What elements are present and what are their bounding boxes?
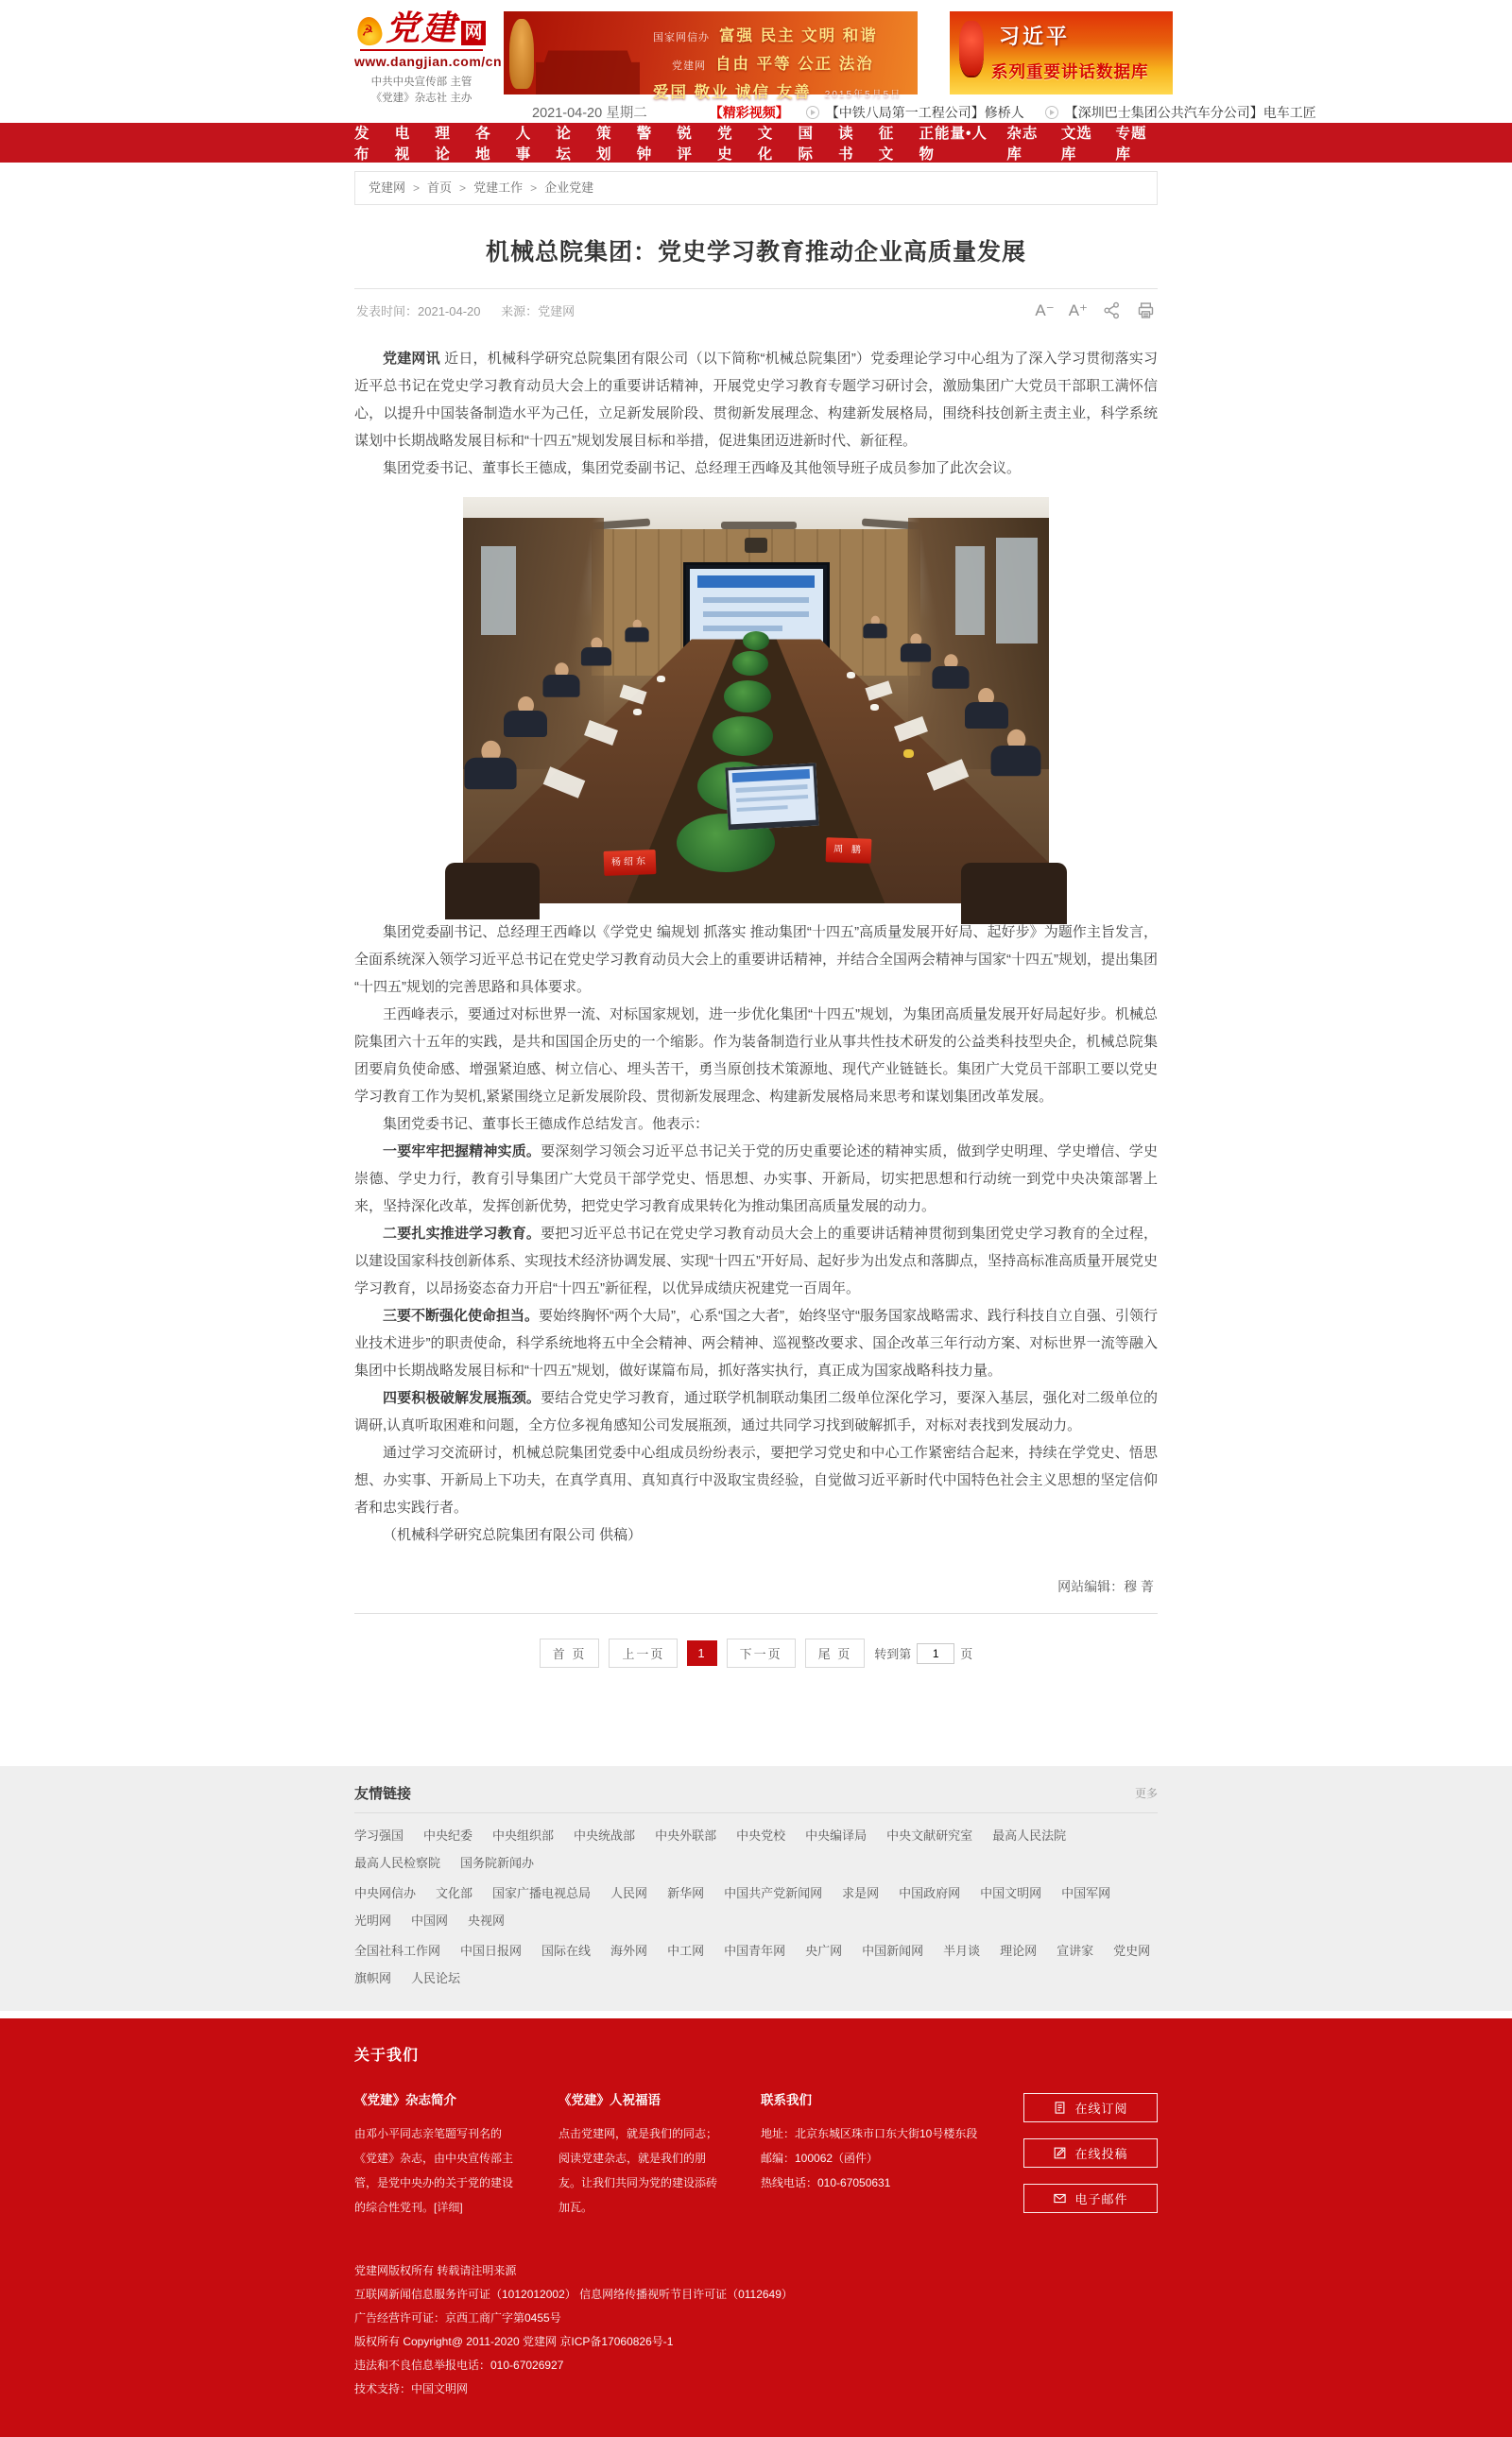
email-button[interactable]: 电子邮件 xyxy=(1023,2184,1158,2213)
copyright-line: 技术支持：中国文明网 xyxy=(354,2382,469,2395)
breadcrumb-link[interactable]: 党建网 xyxy=(369,180,406,195)
article-paragraph: 王西峰表示，要通过对标世界一流、对标国家规划，进一步优化集团“十四五”规划，为集团高质量发展开好局起好步。机械总院集团六十五年的实践，是共和国国企历史的一个缩影。作为装备制造行业从事共性技术研发的公益类科技型央企，机械总院集团要肩负使命感、增强紧迫感、树立信心、埋头苦干，勇当原创技术策源地、现代产业链链长。集团广大党员干部职工要以党史学习教育工作为契机,紧紧围绕立足新发展阶段、贯彻新发展理念、构建新发展格局来思考和谋划集团改革发展。 xyxy=(354,1006,1158,1105)
nav-item[interactable]: 国际 xyxy=(798,126,814,163)
copyright-line: 广告经营许可证：京西工商广字第0455号 xyxy=(354,2311,561,2325)
friend-link[interactable]: 中国新闻网 xyxy=(862,1944,924,1958)
friend-links-more[interactable]: 更多 xyxy=(1134,1787,1158,1800)
friend-link[interactable]: 中央统战部 xyxy=(574,1828,636,1843)
breadcrumb xyxy=(354,171,1158,205)
breadcrumb-link[interactable]: 企业党建 xyxy=(544,180,594,195)
nav-item[interactable]: 专题库 xyxy=(1115,126,1147,163)
photo-name-card: 杨绍东 xyxy=(603,850,656,876)
play-icon xyxy=(1045,106,1058,119)
ticker-label[interactable]: 【精彩视频】 xyxy=(709,104,789,120)
friend-links-title: 友情链接 xyxy=(354,1786,412,1802)
print-icon[interactable] xyxy=(1136,300,1156,320)
pagination xyxy=(354,1639,1158,1672)
contact-line: 热线电话：010-67050631 xyxy=(761,2176,891,2189)
photo-name-card: 周 鹏 xyxy=(826,837,872,864)
site-editor: 网站编辑：穆 菁 xyxy=(1057,1579,1154,1594)
site-footer xyxy=(0,2018,1512,2437)
friend-link[interactable]: 党史网 xyxy=(1113,1944,1151,1958)
site-url: www.dangjian.com/cn xyxy=(354,54,503,69)
nav-item[interactable]: 理论 xyxy=(435,126,451,163)
friend-link[interactable]: 国际在线 xyxy=(541,1944,592,1958)
ticker-item[interactable]: 【中铁八局第一工程公司】修桥人 xyxy=(806,103,1024,122)
speech-database-banner[interactable]: 习近平 系列重要讲话数据库 xyxy=(950,11,1173,94)
friend-link[interactable]: 最高人民检察院 xyxy=(354,1856,441,1870)
pagination-first-button[interactable]: 首 页 xyxy=(540,1639,600,1668)
article xyxy=(354,205,1158,1766)
photo-laptop xyxy=(725,763,818,830)
friend-link[interactable]: 旗帜网 xyxy=(354,1971,392,1985)
goto-page-input[interactable] xyxy=(917,1643,954,1664)
logo-text-net: 网 xyxy=(461,21,486,45)
footer-about-title: 关于我们 xyxy=(354,2048,420,2064)
nav-item[interactable]: 党史 xyxy=(717,126,733,163)
article-paragraph: （机械科学研究总院集团有限公司 供稿） xyxy=(383,1527,643,1543)
friend-link[interactable]: 宣讲家 xyxy=(1057,1944,1094,1958)
friend-link[interactable]: 中央文献研究室 xyxy=(886,1828,973,1843)
nav-item[interactable]: 文化 xyxy=(757,126,774,163)
article-paragraph: 三要不断强化使命担当。要始终胸怀“两个大局”，心系“国之大者”，始终坚守“服务国家战略需求、践行科技自立自强、引领行业技术进步”的职责使命，科学系统地将五中全会精神、两会精神、巡视整改要求、国企改革三年行动方案、对标世界一流等融入集团中长期战略发展目标和“十四五”规划，做好谋篇布局，抓好落实执行，真正成为国家战略科技力量。 xyxy=(354,1308,1158,1379)
nav-item[interactable]: 策划 xyxy=(596,126,612,163)
photo-clock xyxy=(745,538,767,553)
article-paragraph: 集团党委副书记、总经理王西峰以《学党史 编规划 抓落实 推动集团“十四五”高质量发展开好局、起好步》为题作主旨发言，全面系统深入领学习近平总书记在党史学习教育动员大会上的重要讲话精神，并结合全国两会精神与国家“十四五”规划，提出集团“十四五”规划的完善思路和具体要求。 xyxy=(354,924,1158,995)
friend-link[interactable]: 全国社科工作网 xyxy=(354,1944,441,1958)
nav-item[interactable]: 论坛 xyxy=(556,126,572,163)
friend-link[interactable]: 求是网 xyxy=(842,1886,880,1900)
friend-link[interactable]: 中国日报网 xyxy=(460,1944,523,1958)
copyright-line: 党建网版权所有 转载请注明来源 xyxy=(354,2264,517,2277)
nav-item[interactable]: 电视 xyxy=(394,126,411,163)
friend-link[interactable]: 央广网 xyxy=(805,1944,843,1958)
banner-tiananmen-graphic xyxy=(536,36,640,94)
friend-link[interactable]: 中国共产党新闻网 xyxy=(724,1886,823,1900)
goto-label-suffix: 页 xyxy=(960,1647,973,1661)
friend-link[interactable]: 中央网信办 xyxy=(354,1886,417,1900)
pagination-current-page[interactable]: 1 xyxy=(687,1640,716,1666)
friend-link[interactable]: 中央组织部 xyxy=(492,1828,555,1843)
site-logo[interactable] xyxy=(354,9,503,122)
nav-item[interactable]: 各地 xyxy=(475,126,491,163)
logo-divider xyxy=(360,49,483,51)
nav-item[interactable]: 发布 xyxy=(354,126,370,163)
copyright-line: 版权所有 Copyright@ 2011-2020 党建网 京ICP备17060826号-1 xyxy=(354,2335,674,2348)
article-body xyxy=(354,345,1158,1549)
detail-link[interactable]: [详细] xyxy=(434,2201,463,2214)
article-meta xyxy=(356,301,592,319)
friend-link[interactable]: 中工网 xyxy=(667,1944,705,1958)
friend-link[interactable]: 中国政府网 xyxy=(899,1886,961,1900)
friend-link[interactable]: 光明网 xyxy=(354,1914,392,1928)
friend-link[interactable]: 新华网 xyxy=(667,1886,705,1900)
pagination-last-button[interactable]: 尾 页 xyxy=(805,1639,866,1668)
friend-link[interactable]: 中国文明网 xyxy=(980,1886,1042,1900)
magazine-intro-title: 《党建》杂志简介 xyxy=(354,2093,456,2107)
article-paragraph: 四要积极破解发展瓶颈。要结合党史学习教育，通过联学机制联动集团二级单位深化学习，要深入基层，强化对二级单位的调研,认真听取困难和问题，全方位多视角感知公司发展瓶颈，通过共同学习找到破解抓手，对标对表找到发展动力。 xyxy=(354,1390,1158,1433)
copyright-line: 互联网新闻信息服务许可证（1012012002） 信息网络传播视听节目许可证（0112649） xyxy=(354,2288,793,2301)
article-source: 来源：党建网 xyxy=(501,304,576,318)
friend-link[interactable]: 中国青年网 xyxy=(724,1944,786,1958)
nav-item[interactable]: 读书 xyxy=(838,126,854,163)
blessing-text: 点击党建网，就是我们的同志；阅读党建杂志，就是我们的朋友。让我们共同为党的建设添砖加瓦。 xyxy=(558,2127,718,2214)
friend-link[interactable]: 人民论坛 xyxy=(411,1971,461,1985)
friend-link[interactable]: 中央编译局 xyxy=(805,1828,868,1843)
sponsor-lines: 中共中央宣传部 主管 《党建》杂志社 主办 xyxy=(370,77,472,104)
goto-label-prefix: 转到第 xyxy=(874,1647,912,1661)
friend-link[interactable]: 国务院新闻办 xyxy=(460,1856,535,1870)
breadcrumb-link[interactable]: 首页 xyxy=(427,180,453,195)
nav-item[interactable]: 杂志库 xyxy=(1006,126,1039,163)
lantern-graphic xyxy=(959,21,984,76)
nav-item[interactable]: 锐评 xyxy=(677,126,693,163)
font-decrease-button[interactable]: A⁻ xyxy=(1035,301,1055,319)
nav-item[interactable]: 文选库 xyxy=(1060,126,1092,163)
main-nav xyxy=(0,123,1512,163)
friend-link[interactable]: 央视网 xyxy=(468,1914,506,1928)
friend-link[interactable]: 学习强国 xyxy=(354,1828,404,1843)
online-submit-button[interactable]: 在线投稿 xyxy=(1023,2138,1158,2168)
nav-item[interactable]: 警钟 xyxy=(636,126,653,163)
banner-statue-graphic xyxy=(509,19,534,89)
friend-link[interactable]: 海外网 xyxy=(610,1944,648,1958)
friend-link[interactable]: 文化部 xyxy=(436,1886,473,1900)
contact-line: 地址：北京东城区珠市口东大街10号楼东段 xyxy=(761,2127,978,2140)
contact-lines xyxy=(761,2121,980,2195)
article-paragraph: 集团党委书记、董事长王德成，集团党委副书记、总经理王西峰及其他领导班子成员参加了此次会议。 xyxy=(383,460,1022,476)
news-ticker xyxy=(504,102,1337,122)
friend-link[interactable]: 中央外联部 xyxy=(655,1828,717,1843)
article-paragraph: 党建网讯 近日，机械科学研究总院集团有限公司（以下简称“机械总院集团”）党委理论学习中心组为了深入学习贯彻落实习近平总书记在党史学习教育动员大会上的重要讲话精神，开展党史学习教育专题学习研讨会，激励集团广大党员干部职工满怀信心，以提升中国装备制造水平为己任，立足新发展阶段、贯彻新发展理念、构建新发展格局，围绕科技创新主责主业，科学系统谋划中长期战略发展目标和“十四五”规划发展目标和举措，促进集团迈进新时代、新征程。 xyxy=(354,351,1158,449)
bottom-divider xyxy=(354,1613,1158,1614)
article-paragraph: 二要扎实推进学习教育。要把习近平总书记在党史学习教育动员大会上的重要讲话精神贯彻到集团党史学习教育的全过程，以建设国家科技创新体系、实现技术经济协调发展、实现“十四五”开好局、起好步为出发点和落脚点，坚持高标准高质量开展党史学习教育，以昂扬姿态奋力开启“十四五”新征程，以优异成绩庆祝建党一百周年。 xyxy=(354,1226,1158,1296)
friend-link[interactable]: 国家广播电视总局 xyxy=(492,1886,592,1900)
publish-time: 发表时间：2021-04-20 xyxy=(356,304,481,318)
ticker-item[interactable]: 【深圳巴士集团公共汽车分公司】电车工匠 xyxy=(1045,103,1316,122)
friend-link[interactable]: 中央党校 xyxy=(736,1828,786,1843)
article-photo xyxy=(463,497,1049,903)
party-flame-icon: ☭ xyxy=(355,15,384,46)
friend-link[interactable]: 半月谈 xyxy=(943,1944,981,1958)
nav-item[interactable]: 征文 xyxy=(878,126,895,163)
share-icon[interactable] xyxy=(1102,300,1122,320)
font-increase-button[interactable]: A⁺ xyxy=(1068,301,1088,319)
article-paragraph: 集团党委书记、董事长王德成作总结发言。他表示： xyxy=(383,1116,710,1132)
magazine-intro-text: 由邓小平同志亲笔题写刊名的《党建》杂志，由中央宣传部主管，是党中央办的关于党的建设的综合性党刊。[详细] xyxy=(354,2127,514,2214)
friend-link[interactable]: 最高人民法院 xyxy=(992,1828,1067,1843)
breadcrumb-link[interactable]: 党建工作 xyxy=(473,180,524,195)
copyright-line: 违法和不良信息举报电话：010-67026927 xyxy=(354,2359,564,2372)
friend-link[interactable]: 中国军网 xyxy=(1061,1886,1111,1900)
pagination-prev-button[interactable]: 上一页 xyxy=(609,1639,678,1668)
article-paragraph: 通过学习交流研讨，机械总院集团党委中心组成员纷纷表示，要把学习党史和中心工作紧密结合起来，持续在学党史、悟思想、办实事、开新局上下功夫，在真学真用、真知真行中汲取宝贵经验，自觉做习近平新时代中国特色社会主义思想的坚定信仰者和忠实践行者。 xyxy=(354,1445,1158,1516)
nav-item[interactable]: 人事 xyxy=(515,126,532,163)
contact-title: 联系我们 xyxy=(761,2093,812,2107)
submit-pencil-icon xyxy=(1053,2146,1067,2160)
nav-item[interactable]: 正能量•人物 xyxy=(919,126,988,163)
friend-links-section xyxy=(0,1766,1512,2011)
play-icon xyxy=(806,106,819,119)
friend-link[interactable]: 人民网 xyxy=(610,1886,648,1900)
copyright-block xyxy=(354,2259,1158,2401)
pagination-next-button[interactable]: 下一页 xyxy=(727,1639,796,1668)
email-envelope-icon xyxy=(1053,2191,1067,2205)
online-subscribe-button[interactable]: 在线订阅 xyxy=(1023,2093,1158,2122)
contact-line: 邮编：100062（函件） xyxy=(761,2152,879,2165)
subscribe-icon xyxy=(1053,2101,1067,2115)
current-date: 2021-04-20 星期二 xyxy=(532,106,647,121)
friend-link[interactable]: 中央纪委 xyxy=(423,1828,473,1843)
logo-text-cn: 党建 xyxy=(385,9,457,47)
site-header xyxy=(0,0,1512,123)
friend-link[interactable]: 中国网 xyxy=(411,1914,449,1928)
blessing-title: 《党建》人祝福语 xyxy=(558,2093,661,2107)
core-values-banner[interactable]: 国家网信办 富强 民主 文明 和谐 党建网 自由 平等 公正 法治 爱国 敬业 诚信 友善 2015年5月5日 xyxy=(504,11,918,94)
page-title: 机械总院集团：党史学习教育推动企业高质量发展 xyxy=(485,239,1026,266)
friend-link[interactable]: 理论网 xyxy=(1000,1944,1038,1958)
article-paragraph: 一要牢牢把握精神实质。要深刻学习领会习近平总书记关于党的历史重要论述的精神实质，做到学史明理、学史增信、学史崇德、学史力行，教育引导集团广大党员干部学党史、悟思想、办实事、开新局，切实把思想和行动统一到党中央决策部署上来，坚持深化改革，发挥创新优势，把党史学习教育成果转化为推动集团高质量发展的动力。 xyxy=(354,1143,1158,1214)
